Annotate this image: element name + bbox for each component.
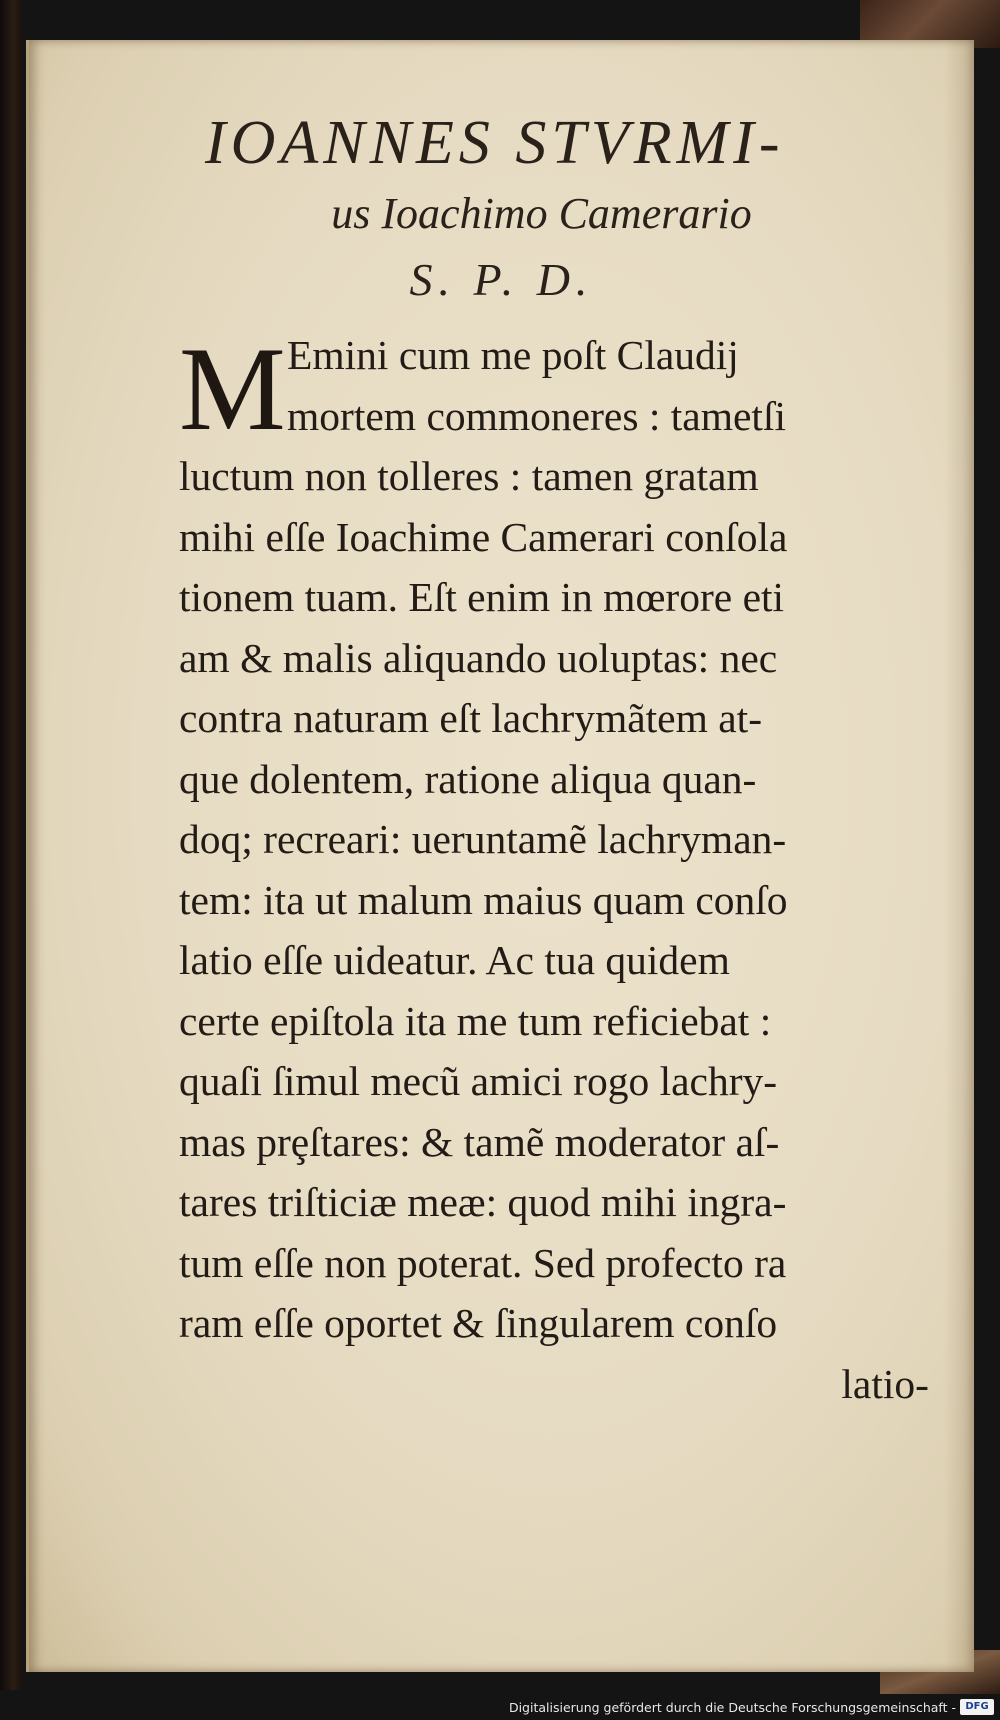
text-line: que dolentem, ratione aliqua quan- bbox=[179, 755, 757, 802]
catchword: latio- bbox=[841, 1360, 929, 1407]
drop-cap: M bbox=[179, 322, 286, 455]
text-line: tum eſſe non poterat. Sed profecto ra bbox=[179, 1239, 787, 1286]
text-line: certe epiſtola ita me tum reficiebat : bbox=[179, 997, 772, 1044]
text-line: tionem tuam. Eſt enim in mœrore eti bbox=[179, 574, 785, 620]
text-line: mortem commoneres : tametſi bbox=[287, 392, 787, 439]
text-line: mas prȩſtares: & tamẽ moderator aſ- bbox=[179, 1118, 780, 1165]
page-title: IOANNES STVRMI- bbox=[205, 109, 785, 177]
text-line: Emini cum me poſt Claudij bbox=[287, 332, 739, 378]
salutation: S. P. D. bbox=[409, 254, 594, 305]
book-spine bbox=[0, 0, 22, 1690]
text-line: tem: ita ut malum maius quam conſo bbox=[179, 876, 788, 923]
dfg-logo: DFG bbox=[960, 1699, 994, 1715]
text-line: quaſi ſimul mecũ amici rogo lachry- bbox=[179, 1058, 778, 1104]
text-line: ram eſſe oportet & ſingularem conſo bbox=[179, 1300, 778, 1346]
footer-bar bbox=[0, 1694, 1000, 1720]
book-page bbox=[26, 40, 974, 1672]
page-subtitle: us Ioachimo Camerario bbox=[331, 189, 752, 238]
letter-body bbox=[179, 322, 949, 1414]
text-line: contra naturam eſt lachrymãtem at- bbox=[179, 695, 763, 741]
text-line: tares triſticiæ meæ: quod mihi ingra- bbox=[179, 1179, 787, 1225]
text-line: doq; recreari: ueruntamẽ lachryman- bbox=[179, 816, 787, 862]
text-line: latio eſſe uideatur. Ac tua quidem bbox=[179, 937, 730, 983]
footer-credit: Digitalisierung gefördert durch die Deutsche Forschungsgemeinschaft - bbox=[508, 1700, 956, 1715]
text-line: am & malis aliquando uoluptas: nec bbox=[179, 634, 778, 681]
text-line: mihi eſſe Ioachime Camerari conſola bbox=[179, 513, 788, 560]
text-line: luctum non tolleres : tamen gratam bbox=[179, 453, 759, 499]
